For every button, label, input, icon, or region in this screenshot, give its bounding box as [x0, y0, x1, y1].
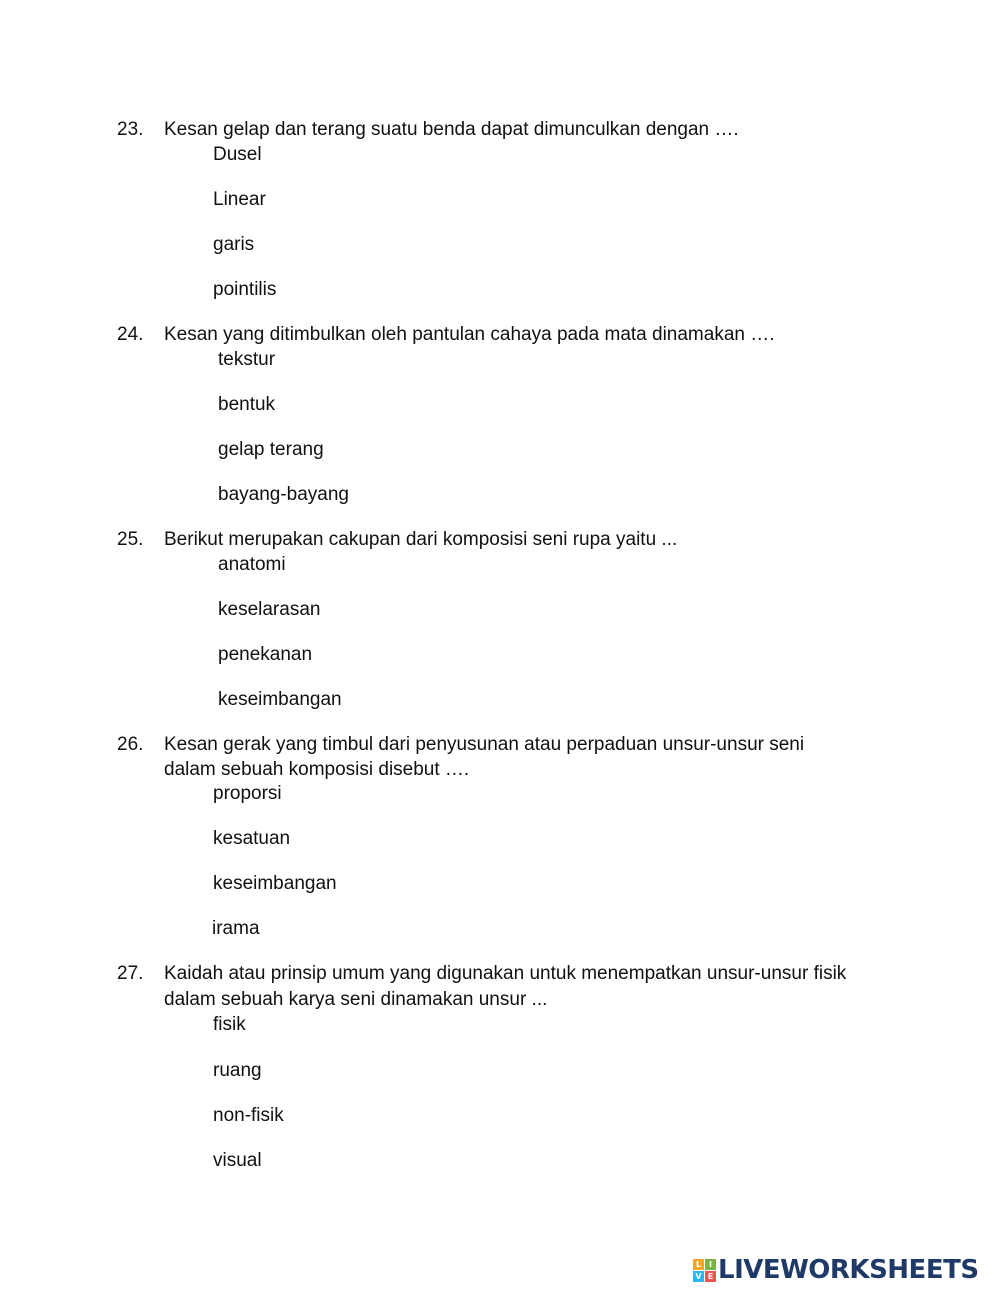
question-23-number: 23.: [117, 119, 144, 140]
question-27-option-a[interactable]: fisik: [213, 1014, 246, 1035]
question-27-option-d[interactable]: visual: [213, 1150, 262, 1171]
question-27-text-line-1: Kaidah atau prinsip umum yang digunakan untuk menempatkan unsur-unsur fisik: [164, 963, 847, 984]
question-26-text-line-2: dalam sebuah komposisi disebut ….: [164, 759, 470, 780]
question-24-option-b[interactable]: bentuk: [218, 394, 276, 415]
question-25-text: Berikut merupakan cakupan dari komposisi seni rupa yaitu ...: [164, 529, 678, 550]
question-23-option-c[interactable]: garis: [213, 234, 255, 255]
question-26-option-c[interactable]: keseimbangan: [213, 873, 337, 894]
question-27-text-line-2: dalam sebuah karya seni dinamakan unsur ...: [164, 989, 548, 1010]
logo-letter-i: I: [705, 1259, 716, 1270]
question-24-option-d[interactable]: bayang-bayang: [218, 484, 349, 505]
question-27-option-c[interactable]: non-fisik: [213, 1105, 284, 1126]
liveworksheets-brand: [693, 1255, 979, 1285]
logo-letter-v: V: [693, 1271, 704, 1282]
liveworksheets-wordmark: LIVEWORKSHEETS: [718, 1255, 979, 1285]
question-25-option-d[interactable]: keseimbangan: [218, 689, 342, 710]
question-24-option-c[interactable]: gelap terang: [218, 439, 324, 460]
question-25-option-b[interactable]: keselarasan: [218, 599, 321, 620]
question-23-option-b[interactable]: Linear: [213, 189, 266, 210]
question-23-text: Kesan gelap dan terang suatu benda dapat dimunculkan dengan ….: [164, 119, 739, 140]
question-23-option-a[interactable]: Dusel: [213, 144, 262, 165]
liveworksheets-logo-icon: [693, 1259, 716, 1282]
question-25-number: 25.: [117, 529, 144, 550]
question-24-option-a[interactable]: tekstur: [218, 349, 276, 370]
question-26-text-line-1: Kesan gerak yang timbul dari penyusunan atau perpaduan unsur-unsur seni: [164, 734, 805, 755]
question-26-number: 26.: [117, 734, 144, 755]
logo-letter-l: L: [693, 1259, 704, 1270]
question-26-option-d[interactable]: irama: [212, 918, 260, 939]
question-27-number: 27.: [117, 963, 144, 984]
question-23-option-d[interactable]: pointilis: [213, 279, 277, 300]
question-26-option-a[interactable]: proporsi: [213, 783, 282, 804]
question-24-text: Kesan yang ditimbulkan oleh pantulan cahaya pada mata dinamakan ….: [164, 324, 775, 345]
question-26-option-b[interactable]: kesatuan: [213, 828, 291, 849]
question-24-number: 24.: [117, 324, 144, 345]
logo-letter-e: E: [705, 1271, 716, 1282]
question-25-option-c[interactable]: penekanan: [218, 644, 313, 665]
question-27-option-b[interactable]: ruang: [213, 1060, 262, 1081]
question-25-option-a[interactable]: anatomi: [218, 554, 286, 575]
